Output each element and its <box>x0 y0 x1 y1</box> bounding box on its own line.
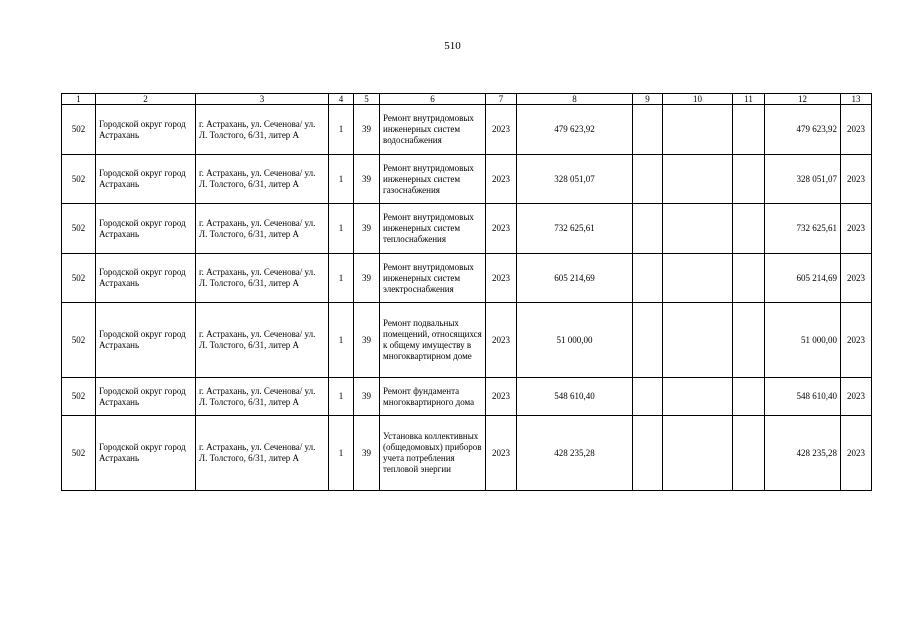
end-year-cell: 2023 <box>841 303 872 378</box>
work-type-cell: Ремонт внутридомовых инженерных систем газоснабжения <box>380 155 486 204</box>
table-row <box>62 155 872 204</box>
municipality-cell: Городской округ город Астрахань <box>96 254 196 303</box>
header-cell: 5 <box>354 94 380 105</box>
header-cell: 7 <box>486 94 517 105</box>
municipality-cell: Городской округ город Астрахань <box>96 204 196 254</box>
col5-cell: 39 <box>354 303 380 378</box>
address-cell: г. Астрахань, ул. Сеченова/ ул. Л. Толстого, 6/31, литер А <box>196 204 329 254</box>
row-number: 502 <box>62 416 96 491</box>
header-row <box>62 94 872 105</box>
year-cell: 2023 <box>486 254 517 303</box>
cost-cell: 328 051,07 <box>517 155 633 204</box>
year-cell: 2023 <box>486 378 517 416</box>
work-type-cell: Ремонт фундамента многоквартирного дома <box>380 378 486 416</box>
row-number: 502 <box>62 204 96 254</box>
col10-cell <box>663 378 733 416</box>
col4-cell: 1 <box>329 254 354 303</box>
table-row <box>62 254 872 303</box>
year-cell: 2023 <box>486 303 517 378</box>
municipality-cell: Городской округ город Астрахань <box>96 105 196 155</box>
table-row <box>62 416 872 491</box>
total-cost-cell: 428 235,28 <box>765 416 841 491</box>
header-cell: 4 <box>329 94 354 105</box>
year-cell: 2023 <box>486 416 517 491</box>
cost-cell: 51 000,00 <box>517 303 633 378</box>
work-type-cell: Установка коллективных (общедомовых) приборов учета потребления тепловой энергии <box>380 416 486 491</box>
address-cell: г. Астрахань, ул. Сеченова/ ул. Л. Толстого, 6/31, литер А <box>196 303 329 378</box>
address-cell: г. Астрахань, ул. Сеченова/ ул. Л. Толстого, 6/31, литер А <box>196 378 329 416</box>
end-year-cell: 2023 <box>841 204 872 254</box>
col11-cell <box>733 303 765 378</box>
col9-cell <box>633 105 663 155</box>
end-year-cell: 2023 <box>841 155 872 204</box>
col10-cell <box>663 105 733 155</box>
header-cell: 13 <box>841 94 872 105</box>
page-number: 510 <box>444 40 461 52</box>
col10-cell <box>663 254 733 303</box>
work-type-cell: Ремонт внутридомовых инженерных систем теплоснабжения <box>380 204 486 254</box>
cost-cell: 479 623,92 <box>517 105 633 155</box>
col11-cell <box>733 416 765 491</box>
col5-cell: 39 <box>354 155 380 204</box>
col9-cell <box>633 254 663 303</box>
header-cell: 11 <box>733 94 765 105</box>
work-type-cell: Ремонт внутридомовых инженерных систем электроснабжения <box>380 254 486 303</box>
table-row <box>62 204 872 254</box>
header-cell: 12 <box>765 94 841 105</box>
header-cell: 10 <box>663 94 733 105</box>
work-type-cell: Ремонт подвальных помещений, относящихся к общему имуществу в многоквартирном доме <box>380 303 486 378</box>
col9-cell <box>633 204 663 254</box>
total-cost-cell: 479 623,92 <box>765 105 841 155</box>
col10-cell <box>663 155 733 204</box>
col10-cell <box>663 303 733 378</box>
address-cell: г. Астрахань, ул. Сеченова/ ул. Л. Толстого, 6/31, литер А <box>196 155 329 204</box>
total-cost-cell: 605 214,69 <box>765 254 841 303</box>
col10-cell <box>663 416 733 491</box>
col5-cell: 39 <box>354 254 380 303</box>
cost-cell: 548 610,40 <box>517 378 633 416</box>
header-cell: 2 <box>96 94 196 105</box>
municipality-cell: Городской округ город Астрахань <box>96 378 196 416</box>
address-cell: г. Астрахань, ул. Сеченова/ ул. Л. Толстого, 6/31, литер А <box>196 416 329 491</box>
end-year-cell: 2023 <box>841 416 872 491</box>
year-cell: 2023 <box>486 204 517 254</box>
header-cell: 6 <box>380 94 486 105</box>
header-cell: 9 <box>633 94 663 105</box>
year-cell: 2023 <box>486 105 517 155</box>
table-row <box>62 303 872 378</box>
row-number: 502 <box>62 105 96 155</box>
col4-cell: 1 <box>329 378 354 416</box>
total-cost-cell: 328 051,07 <box>765 155 841 204</box>
municipality-cell: Городской округ город Астрахань <box>96 155 196 204</box>
row-number: 502 <box>62 254 96 303</box>
col9-cell <box>633 416 663 491</box>
end-year-cell: 2023 <box>841 105 872 155</box>
end-year-cell: 2023 <box>841 254 872 303</box>
total-cost-cell: 51 000,00 <box>765 303 841 378</box>
col4-cell: 1 <box>329 105 354 155</box>
col9-cell <box>633 155 663 204</box>
table-row <box>62 378 872 416</box>
col9-cell <box>633 378 663 416</box>
table-row <box>62 105 872 155</box>
col11-cell <box>733 105 765 155</box>
address-cell: г. Астрахань, ул. Сеченова/ ул. Л. Толстого, 6/31, литер А <box>196 105 329 155</box>
municipality-cell: Городской округ город Астрахань <box>96 416 196 491</box>
col9-cell <box>633 303 663 378</box>
col4-cell: 1 <box>329 204 354 254</box>
work-type-cell: Ремонт внутридомовых инженерных систем водоснабжения <box>380 105 486 155</box>
col4-cell: 1 <box>329 416 354 491</box>
col5-cell: 39 <box>354 378 380 416</box>
total-cost-cell: 732 625,61 <box>765 204 841 254</box>
col11-cell <box>733 378 765 416</box>
municipality-cell: Городской округ город Астрахань <box>96 303 196 378</box>
col10-cell <box>663 204 733 254</box>
col4-cell: 1 <box>329 303 354 378</box>
header-cell: 3 <box>196 94 329 105</box>
cost-cell: 732 625,61 <box>517 204 633 254</box>
col11-cell <box>733 204 765 254</box>
col5-cell: 39 <box>354 204 380 254</box>
cost-cell: 605 214,69 <box>517 254 633 303</box>
end-year-cell: 2023 <box>841 378 872 416</box>
header-cell: 1 <box>62 94 96 105</box>
col11-cell <box>733 155 765 204</box>
header-cell: 8 <box>517 94 633 105</box>
cost-cell: 428 235,28 <box>517 416 633 491</box>
repair-register-table <box>61 93 872 491</box>
row-number: 502 <box>62 378 96 416</box>
address-cell: г. Астрахань, ул. Сеченова/ ул. Л. Толстого, 6/31, литер А <box>196 254 329 303</box>
col5-cell: 39 <box>354 416 380 491</box>
col11-cell <box>733 254 765 303</box>
row-number: 502 <box>62 155 96 204</box>
col5-cell: 39 <box>354 105 380 155</box>
year-cell: 2023 <box>486 155 517 204</box>
col4-cell: 1 <box>329 155 354 204</box>
row-number: 502 <box>62 303 96 378</box>
total-cost-cell: 548 610,40 <box>765 378 841 416</box>
